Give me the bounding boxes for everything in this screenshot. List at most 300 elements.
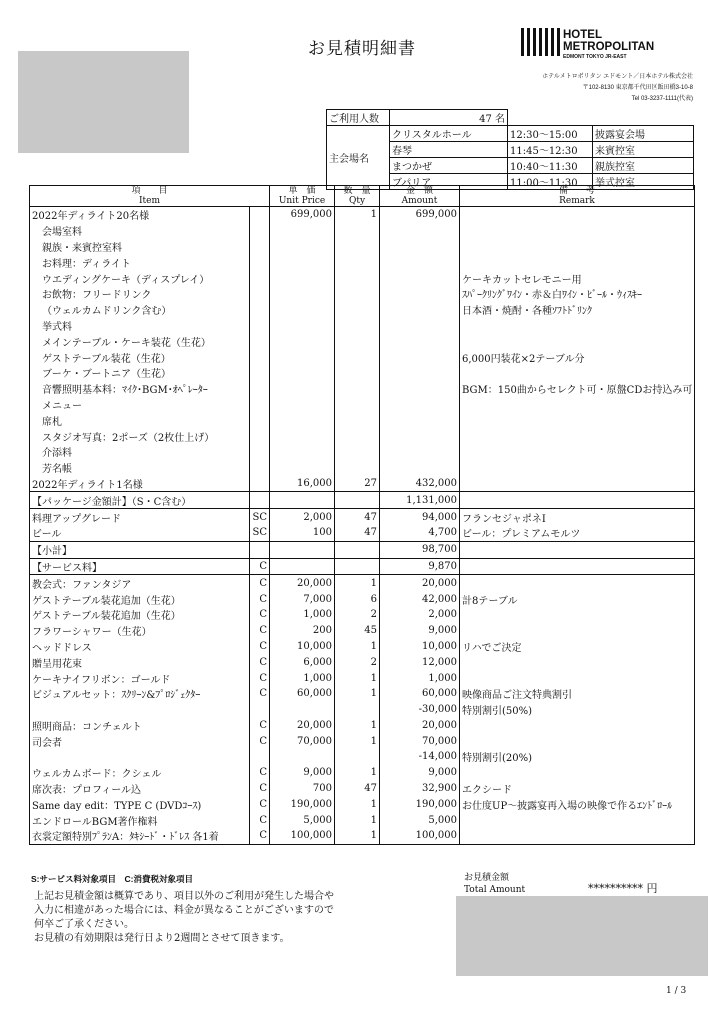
table-row	[30, 270, 695, 286]
table-row	[30, 607, 695, 623]
total-label-ja: お見積金額	[464, 873, 510, 883]
cell-remark	[460, 365, 695, 381]
cell-item: 音響照明基本料：ﾏｲｸ･BGM･ｵﾍﾟﾚｰﾀｰ	[30, 381, 250, 397]
cell-item: 挙式料	[30, 318, 250, 334]
cell-amount: 98,700	[380, 541, 460, 558]
cell-qty	[335, 302, 380, 318]
header-amount-en: Amount	[401, 196, 438, 206]
cell-item: Same day edit：TYPE C (DVDｺｰｽ)	[30, 796, 250, 812]
cell-unit: 190,000	[270, 796, 335, 812]
cell-unit	[270, 286, 335, 302]
cell-unit	[270, 318, 335, 334]
cell-unit	[270, 381, 335, 397]
cell-remark: フランセジャポネⅠ	[460, 509, 695, 525]
cell-tax	[250, 702, 270, 718]
cell-qty	[335, 428, 380, 444]
guests-row	[327, 110, 694, 126]
cell-amount	[380, 286, 460, 302]
cell-unit: 7,000	[270, 591, 335, 607]
cell-amount: 1,131,000	[380, 492, 460, 509]
info-table	[326, 109, 694, 190]
header-item	[30, 186, 270, 207]
table-row	[30, 365, 695, 381]
cell-unit	[270, 302, 335, 318]
cell-amount	[380, 349, 460, 365]
cell-amount: 9,000	[380, 765, 460, 781]
guests-label: ご利用人数	[327, 110, 390, 126]
table-row	[30, 765, 695, 781]
note-line: 何卒ご了承ください。	[34, 919, 134, 930]
header-remark-ja: 備 考	[559, 186, 596, 196]
note-line: 入力に相違があった場合には、料金が異なることがございますので	[34, 905, 334, 916]
redacted-customer-block	[18, 51, 189, 153]
cell-item: 席札	[30, 412, 250, 428]
cell-unit: 2,000	[270, 509, 335, 525]
cell-amount	[380, 444, 460, 460]
empty-cell	[593, 110, 694, 126]
cell-remark	[460, 444, 695, 460]
cell-remark	[460, 476, 695, 492]
venue-purpose: 披露宴会場	[593, 126, 694, 142]
cell-qty: 1	[335, 686, 380, 702]
cell-qty	[335, 444, 380, 460]
table-row	[30, 639, 695, 655]
cell-item: ゲストテーブル装花（生花）	[30, 349, 250, 365]
cell-amount	[380, 365, 460, 381]
cell-unit: 9,000	[270, 765, 335, 781]
header-unit-ja: 単 価	[288, 186, 316, 196]
cell-qty: 1	[335, 828, 380, 844]
cell-unit: 100,000	[270, 828, 335, 844]
table-row	[30, 460, 695, 476]
cell-unit: 1,000	[270, 607, 335, 623]
cell-unit	[270, 492, 335, 509]
table-row	[30, 558, 695, 575]
cell-item: お料理：ディライト	[30, 254, 250, 270]
cell-amount: 32,900	[380, 781, 460, 797]
cell-tax: C	[250, 828, 270, 844]
cell-remark	[460, 397, 695, 413]
table-row	[30, 397, 695, 413]
cell-tax: C	[250, 812, 270, 828]
cell-tax: C	[250, 796, 270, 812]
venue-purpose: 挙式控室	[593, 174, 694, 190]
cell-amount: 20,000	[380, 575, 460, 591]
cell-unit	[270, 428, 335, 444]
cell-qty	[335, 223, 380, 239]
estimate-table	[29, 185, 695, 845]
cell-unit: 10,000	[270, 639, 335, 655]
redacted-total-block	[456, 896, 708, 976]
cell-item: 【サービス料】	[30, 558, 250, 575]
cell-amount: 12,000	[380, 654, 460, 670]
cell-item: 衣裳定額特別ﾌﾟﾗﾝA：ﾀｷｼｰﾄﾞ・ﾄﾞﾚｽ 各1着	[30, 828, 250, 844]
cell-tax: C	[250, 575, 270, 591]
cell-remark	[460, 765, 695, 781]
cell-unit: 60,000	[270, 686, 335, 702]
cell-item: ビジュアルセット：ｽｸﾘｰﾝ&ﾌﾟﾛｼﾞｪｸﾀｰ	[30, 686, 250, 702]
cell-amount	[380, 397, 460, 413]
cell-item: 司会者	[30, 733, 250, 749]
cell-amount: 100,000	[380, 828, 460, 844]
cell-amount	[380, 239, 460, 255]
cell-qty: 1	[335, 733, 380, 749]
page-number: 1 / 3	[666, 986, 687, 996]
cell-tax	[250, 333, 270, 349]
cell-tax: C	[250, 654, 270, 670]
cell-tax	[250, 286, 270, 302]
venue-room: クリスタルホール	[390, 126, 508, 142]
cell-unit	[270, 223, 335, 239]
hotel-name-line1: HOTEL	[563, 29, 602, 41]
cell-tax	[250, 381, 270, 397]
table-row	[30, 686, 695, 702]
cell-qty: 2	[335, 607, 380, 623]
table-header	[30, 186, 695, 207]
header-item-ja: 項 目	[131, 186, 168, 196]
table-row	[30, 492, 695, 509]
table-row	[30, 702, 695, 718]
cell-qty: 1	[335, 207, 380, 223]
cell-amount: 20,000	[380, 718, 460, 734]
cell-tax: C	[250, 686, 270, 702]
cell-amount	[380, 333, 460, 349]
cell-amount	[380, 412, 460, 428]
table-row	[30, 302, 695, 318]
cell-qty: 47	[335, 781, 380, 797]
total-label	[464, 872, 525, 896]
table-row	[30, 286, 695, 302]
cell-item: フラワーシャワー（生花）	[30, 623, 250, 639]
cell-unit	[270, 702, 335, 718]
table-row	[30, 509, 695, 525]
cell-item: エンドロールBGM著作権料	[30, 812, 250, 828]
note-line: お見積の有効期限は発行日より2週間とさせて頂きます。	[34, 933, 290, 944]
venue-room: ブパリア	[390, 174, 508, 190]
cell-amount: 4,700	[380, 525, 460, 541]
cell-item: 料理アップグレード	[30, 509, 250, 525]
page-title: お見積明細書	[308, 39, 416, 59]
cell-qty	[335, 412, 380, 428]
cell-remark	[460, 207, 695, 223]
cell-remark: エクシード	[460, 781, 695, 797]
cell-remark: 日本酒・焼酎・各種ｿﾌﾄﾄﾞﾘﾝｸ	[460, 302, 695, 318]
cell-amount	[380, 270, 460, 286]
cell-qty: 27	[335, 476, 380, 492]
cell-tax: C	[250, 670, 270, 686]
hotel-logo	[515, 24, 705, 104]
cell-unit: 100	[270, 525, 335, 541]
cell-remark	[460, 558, 695, 575]
table-row	[30, 796, 695, 812]
cell-item: 贈呈用花束	[30, 654, 250, 670]
cell-remark: 計8テーブル	[460, 591, 695, 607]
cell-unit	[270, 397, 335, 413]
hotel-name	[563, 29, 654, 53]
total-label-en: Total Amount	[464, 885, 526, 895]
cell-qty	[335, 749, 380, 765]
hotel-tel: Tel 03-3237-1111(代表)	[631, 96, 693, 102]
cell-qty: 1	[335, 670, 380, 686]
cell-item: （ウェルカムドリンク含む）	[30, 302, 250, 318]
table-row	[30, 541, 695, 558]
cell-amount	[380, 460, 460, 476]
cell-tax	[250, 397, 270, 413]
cell-tax: SC	[250, 525, 270, 541]
cell-remark	[460, 654, 695, 670]
cell-tax	[250, 541, 270, 558]
table-row	[30, 254, 695, 270]
cell-item: ブーケ・ブートニア（生花）	[30, 365, 250, 381]
table-row	[30, 412, 695, 428]
cell-tax: C	[250, 607, 270, 623]
cell-tax	[250, 412, 270, 428]
cell-remark	[460, 492, 695, 509]
cell-tax: SC	[250, 509, 270, 525]
cell-tax	[250, 270, 270, 286]
cell-amount: 42,000	[380, 591, 460, 607]
cell-remark	[460, 828, 695, 844]
cell-qty	[335, 286, 380, 302]
cell-item: 【小計】	[30, 541, 250, 558]
cell-unit: 200	[270, 623, 335, 639]
hotel-name-line2: METROPOLITAN	[563, 41, 655, 53]
cell-item: 介添料	[30, 444, 250, 460]
cell-unit	[270, 444, 335, 460]
table-row	[30, 781, 695, 797]
table-row	[30, 207, 695, 223]
cell-remark	[460, 670, 695, 686]
header-qty-ja: 数 量	[343, 186, 371, 196]
cell-amount: -14,000	[380, 749, 460, 765]
cell-item	[30, 749, 250, 765]
cell-unit	[270, 412, 335, 428]
cell-unit	[270, 365, 335, 381]
cell-qty: 1	[335, 639, 380, 655]
table-row	[30, 223, 695, 239]
cell-amount: 9,870	[380, 558, 460, 575]
table-row	[30, 444, 695, 460]
cell-amount: 1,000	[380, 670, 460, 686]
cell-remark	[460, 541, 695, 558]
table-row	[30, 428, 695, 444]
cell-qty	[335, 333, 380, 349]
header-qty	[335, 186, 380, 207]
cell-remark	[460, 575, 695, 591]
venue-room: 春琴	[390, 142, 508, 158]
cell-item: 親族・来賓控室料	[30, 239, 250, 255]
cell-qty	[335, 381, 380, 397]
cell-qty: 1	[335, 796, 380, 812]
cell-amount: 60,000	[380, 686, 460, 702]
header-unit	[270, 186, 335, 207]
cell-remark	[460, 223, 695, 239]
cell-qty	[335, 541, 380, 558]
cell-unit: 699,000	[270, 207, 335, 223]
table-row	[30, 318, 695, 334]
cell-item: 会場室料	[30, 223, 250, 239]
cell-tax	[250, 492, 270, 509]
cell-unit	[270, 349, 335, 365]
table-row	[30, 749, 695, 765]
cell-amount: 10,000	[380, 639, 460, 655]
cell-amount	[380, 223, 460, 239]
table-row	[30, 623, 695, 639]
cell-qty	[335, 239, 380, 255]
venue-time: 11:00〜11:30	[508, 174, 593, 190]
cell-tax: C	[250, 765, 270, 781]
table-row	[30, 718, 695, 734]
cell-item: 芳名帳	[30, 460, 250, 476]
cell-item: 席次表：プロフィール込	[30, 781, 250, 797]
cell-item: お飲物：フリードリンク	[30, 286, 250, 302]
cell-tax	[250, 223, 270, 239]
cell-unit: 20,000	[270, 718, 335, 734]
cell-amount	[380, 302, 460, 318]
cell-qty	[335, 397, 380, 413]
header-qty-en: Qty	[348, 196, 366, 206]
cell-remark: ｽﾊﾟｰｸﾘﾝｸﾞﾜｲﾝ・赤＆白ﾜｲﾝ・ﾋﾞｰﾙ・ｳｨｽｷｰ	[460, 286, 695, 302]
cell-unit: 6,000	[270, 654, 335, 670]
cell-unit	[270, 558, 335, 575]
cell-item: メニュー	[30, 397, 250, 413]
cell-remark	[460, 333, 695, 349]
table-row	[30, 670, 695, 686]
cell-item: 2022年ディライト1名様	[30, 476, 250, 492]
cell-unit	[270, 254, 335, 270]
cell-unit	[270, 333, 335, 349]
cell-remark: ビール：プレミアムモルツ	[460, 525, 695, 541]
cell-item: ケーキナイフリボン：ゴールド	[30, 670, 250, 686]
cell-qty	[335, 558, 380, 575]
cell-amount: 94,000	[380, 509, 460, 525]
header-amount-ja: 金 額	[406, 186, 434, 196]
header-remark	[460, 186, 695, 207]
cell-tax: C	[250, 639, 270, 655]
cell-amount: -30,000	[380, 702, 460, 718]
cell-unit: 20,000	[270, 575, 335, 591]
hotel-address: 〒102-8130 東京都千代田区飯田橋3-10-8	[582, 85, 693, 91]
cell-qty	[335, 492, 380, 509]
cell-item: ヘッドドレス	[30, 639, 250, 655]
cell-amount	[380, 318, 460, 334]
cell-item: ウエディングケーキ（ディスプレイ）	[30, 270, 250, 286]
venue-label: 主会場名	[327, 126, 390, 190]
cell-qty: 1	[335, 575, 380, 591]
venue-time: 12:30〜15:00	[508, 126, 593, 142]
table-row	[30, 349, 695, 365]
cell-item	[30, 702, 250, 718]
logo-bars-icon	[521, 28, 563, 56]
cell-tax: C	[250, 733, 270, 749]
venue-purpose: 来賓控室	[593, 142, 694, 158]
cell-qty	[335, 318, 380, 334]
table-row	[30, 812, 695, 828]
header-item-en: Item	[138, 196, 161, 206]
venue-row	[327, 126, 694, 142]
cell-amount: 9,000	[380, 623, 460, 639]
cell-tax	[250, 349, 270, 365]
cell-tax	[250, 365, 270, 381]
cell-unit	[270, 460, 335, 476]
table-row	[30, 828, 695, 844]
cell-tax: C	[250, 591, 270, 607]
cell-qty	[335, 270, 380, 286]
cell-remark: 6,000円装花×2テーブル分	[460, 349, 695, 365]
cell-unit	[270, 270, 335, 286]
cell-tax: C	[250, 781, 270, 797]
cell-amount: 190,000	[380, 796, 460, 812]
header-unit-en: Unit Price	[278, 196, 326, 206]
cell-tax	[250, 239, 270, 255]
note-line: 上記お見積金額は概算であり、項目以外のご利用が発生した場合や	[34, 891, 334, 902]
cell-tax	[250, 749, 270, 765]
cell-qty	[335, 365, 380, 381]
cell-qty	[335, 349, 380, 365]
cell-qty: 2	[335, 654, 380, 670]
notes	[34, 890, 334, 946]
cell-unit: 16,000	[270, 476, 335, 492]
cell-remark	[460, 812, 695, 828]
cell-remark	[460, 239, 695, 255]
venue-room: まつかぜ	[390, 158, 508, 174]
cell-remark	[460, 718, 695, 734]
cell-remark	[460, 623, 695, 639]
cell-qty: 1	[335, 718, 380, 734]
cell-remark	[460, 607, 695, 623]
cell-qty	[335, 254, 380, 270]
table-row	[30, 239, 695, 255]
tax-legend: S:サービス料対象項目 C:消費税対象項目	[31, 874, 193, 884]
cell-unit: 5,000	[270, 812, 335, 828]
table-row	[30, 654, 695, 670]
cell-qty: 6	[335, 591, 380, 607]
venue-time: 11:45〜12:30	[508, 142, 593, 158]
table-row	[30, 575, 695, 591]
cell-amount: 70,000	[380, 733, 460, 749]
cell-amount: 699,000	[380, 207, 460, 223]
cell-remark: リハでご決定	[460, 639, 695, 655]
cell-qty: 1	[335, 765, 380, 781]
venue-time: 10:40〜11:30	[508, 158, 593, 174]
cell-remark	[460, 412, 695, 428]
cell-tax: C	[250, 718, 270, 734]
cell-item: 教会式：ファンタジア	[30, 575, 250, 591]
cell-tax	[250, 460, 270, 476]
cell-item: ゲストテーブル装花追加（生花）	[30, 591, 250, 607]
cell-remark	[460, 460, 695, 476]
cell-item: ウェルカムボード：クシェル	[30, 765, 250, 781]
cell-item: 照明商品：コンチェルト	[30, 718, 250, 734]
cell-amount	[380, 254, 460, 270]
cell-remark: 映像商品ご注文特典割引	[460, 686, 695, 702]
cell-remark: BGM：150曲からセレクト可・原盤CDお持込み可	[460, 381, 695, 397]
cell-unit: 70,000	[270, 733, 335, 749]
cell-qty: 47	[335, 509, 380, 525]
hotel-sub: EDMONT TOKYO JR-EAST	[563, 54, 627, 60]
cell-unit	[270, 749, 335, 765]
cell-tax	[250, 428, 270, 444]
cell-tax: C	[250, 558, 270, 575]
cell-item: 【パッケージ金額計】（S・C含む）	[30, 492, 250, 509]
cell-amount	[380, 428, 460, 444]
cell-qty: 45	[335, 623, 380, 639]
cell-tax	[250, 476, 270, 492]
venue-purpose: 親族控室	[593, 158, 694, 174]
cell-qty: 47	[335, 525, 380, 541]
cell-item: 2022年ディライト20名様	[30, 207, 250, 223]
cell-tax	[250, 302, 270, 318]
